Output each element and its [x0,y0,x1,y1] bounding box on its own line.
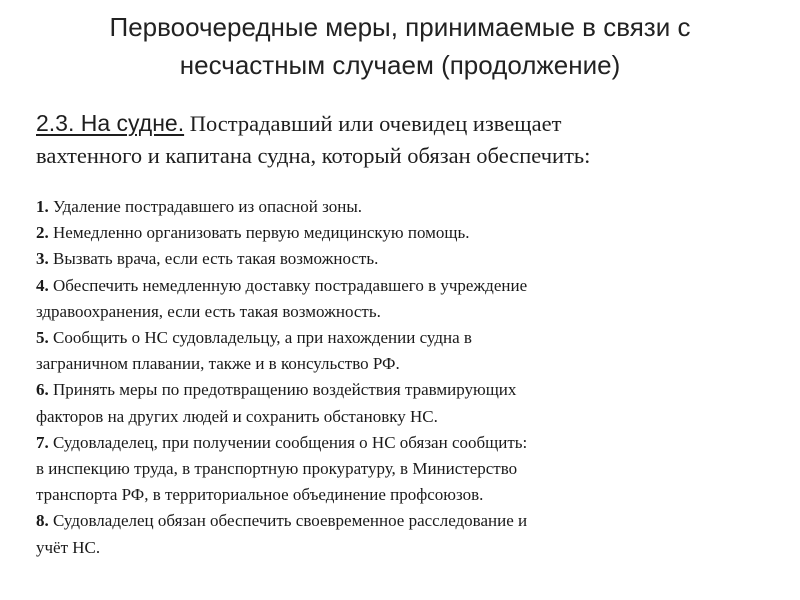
list-item-line [36,430,776,456]
list-item-text: транспорта РФ, в территориальное объединение профсоюзов. [36,485,484,505]
list-item-line [36,535,776,561]
list-item-line [36,404,776,430]
intro-line-1 [36,107,776,140]
list-item-number: 8. [36,511,49,531]
list-item-text: Судовладелец обязан обеспечить своевременное расследование и [48,511,528,531]
list-item-text: Немедленно организовать первую медицинскую помощь. [48,223,470,243]
list-item-number: 1. [36,197,49,216]
list-item-line [36,351,776,377]
list-item [36,508,776,560]
list-item-text: заграничном плавании, также и в консульство РФ. [36,354,400,374]
list-item-number: 7. [36,432,49,452]
list-item-line [36,325,776,351]
list-item-text: Принять меры по предотвращению воздействия травмирующих [48,380,517,400]
list-item-line [36,456,776,482]
intro-paragraph [36,107,776,172]
list-item-text: Удаление пострадавшего из опасной зоны. [48,197,363,216]
list-item-text: Вызвать врача, если есть такая возможность. [48,249,379,269]
intro-line-1-text: Пострадавший или очевидец извещает [184,111,562,136]
measures-list [36,194,776,561]
list-item-line [36,377,776,403]
list-item [36,220,776,246]
list-item-line [36,508,776,534]
list-item [36,194,776,220]
list-item-line [36,482,776,508]
list-item [36,430,776,509]
list-item-text: Сообщить о НС судовладельцу, а при нахождении судна в [48,328,472,348]
list-item-number: 3. [36,249,49,269]
list-item-text: в инспекцию труда, в транспортную прокуратуру, в Министерство [36,459,518,479]
slide-title-line-2: несчастным случаем (продолжение) [179,50,621,80]
slide-title-line-1: Первоочередные меры, принимаемые в связи с [109,12,691,42]
list-item-text: здравоохранения, если есть такая возможность. [36,301,381,321]
list-item-line [36,194,776,220]
list-item-line [36,246,776,272]
list-item-text: учёт НС. [36,537,101,557]
list-item-text: Судовладелец, при получении сообщения о НС обязан сообщить: [48,432,528,452]
list-item-text: факторов на других людей и сохранить обстановку НС. [36,406,438,426]
list-item-text: Обеспечить немедленную доставку пострадавшего в учреждение [48,275,528,295]
list-item [36,325,776,377]
list-item-number: 2. [36,223,49,243]
slide-title [20,8,780,84]
list-item-number: 4. [36,275,49,295]
list-item [36,246,776,272]
intro-line-2: вахтенного и капитана судна, который обязан обеспечить: [36,143,591,168]
list-item [36,377,776,429]
list-item-number: 6. [36,380,49,400]
section-label: 2.3. На судне. [36,110,185,136]
list-item-line [36,299,776,325]
list-item-line [36,273,776,299]
list-item [36,273,776,325]
list-item-number: 5. [36,328,49,348]
list-item-line [36,220,776,246]
